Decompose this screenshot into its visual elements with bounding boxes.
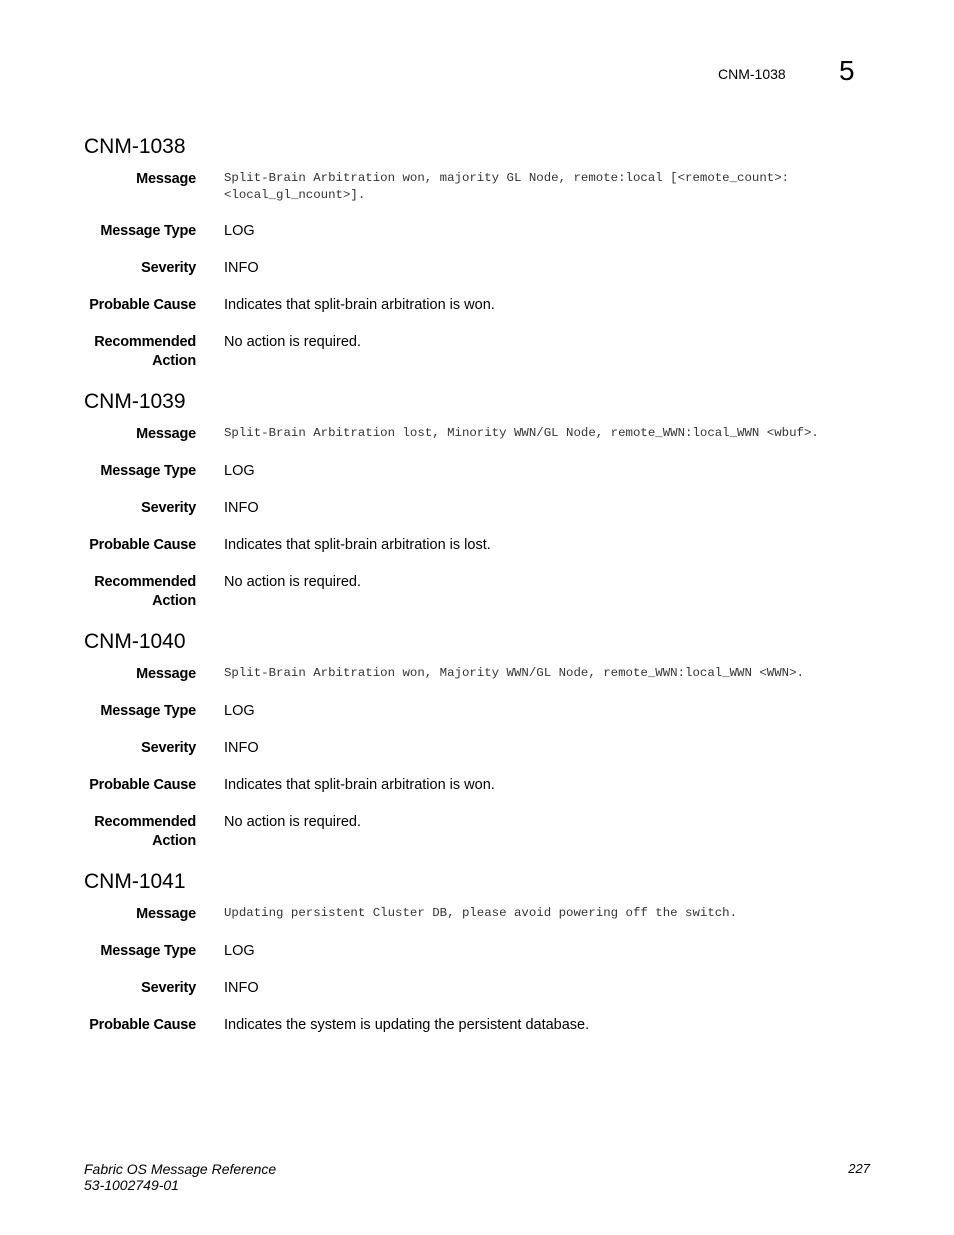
field-row — [0, 665, 954, 684]
field-label: Severity — [141, 740, 196, 756]
field-label: Probable Cause — [89, 1017, 196, 1033]
field-value: No action is required. — [224, 574, 362, 590]
field-value: Indicates that split-brain arbitration is won. — [224, 297, 495, 313]
field-label: Recommended Action — [94, 574, 196, 609]
message-section — [0, 629, 954, 851]
field-label: Message Type — [100, 463, 196, 479]
section-title: CNM-1040 — [84, 630, 186, 653]
field-row — [0, 333, 954, 371]
field-value: No action is required. — [224, 334, 362, 350]
field-row — [0, 776, 954, 795]
message-text: Updating persistent Cluster DB, please avoid powering off the switch. — [224, 906, 738, 920]
field-label: Recommended Action — [94, 334, 196, 369]
footer-doc-title: Fabric OS Message Reference — [84, 1161, 277, 1177]
field-value: LOG — [224, 703, 255, 719]
field-row — [0, 573, 954, 611]
field-row — [0, 536, 954, 555]
field-label: Message — [136, 426, 196, 442]
field-label: Probable Cause — [89, 297, 196, 313]
section-title: CNM-1038 — [84, 135, 186, 158]
footer-doc-number: 53-1002749-01 — [84, 1177, 179, 1193]
field-label: Message — [136, 666, 196, 682]
field-label: Probable Cause — [89, 537, 196, 553]
field-row — [0, 1016, 954, 1035]
field-value: INFO — [224, 260, 259, 276]
field-label: Message Type — [100, 223, 196, 239]
field-label: Severity — [141, 260, 196, 276]
field-value: LOG — [224, 223, 255, 239]
field-value: INFO — [224, 980, 259, 996]
field-value: Indicates that split-brain arbitration is lost. — [224, 537, 491, 553]
field-value: Indicates that split-brain arbitration is won. — [224, 777, 495, 793]
message-text: Split-Brain Arbitration won, Majority WWN/GL Node, remote_WWN:local_WWN <WWN>. — [224, 666, 804, 680]
field-row — [0, 222, 954, 241]
field-label: Severity — [141, 980, 196, 996]
field-label: Probable Cause — [89, 777, 196, 793]
field-label: Severity — [141, 500, 196, 516]
field-row — [0, 296, 954, 315]
message-section — [0, 869, 954, 1035]
field-value: LOG — [224, 943, 255, 959]
field-label: Recommended Action — [94, 814, 196, 849]
field-row — [0, 739, 954, 758]
field-label: Message — [136, 906, 196, 922]
field-value: Indicates the system is updating the persistent database. — [224, 1017, 590, 1033]
field-row — [0, 499, 954, 518]
chapter-number: 5 — [839, 55, 855, 86]
field-value: No action is required. — [224, 814, 362, 830]
message-sections — [0, 134, 954, 1053]
field-row — [0, 813, 954, 851]
field-label: Message Type — [100, 943, 196, 959]
field-row — [0, 942, 954, 961]
message-section — [0, 134, 954, 371]
field-row — [0, 259, 954, 278]
message-text: Split-Brain Arbitration lost, Minority WWN/GL Node, remote_WWN:local_WWN <wbuf>. — [224, 426, 819, 440]
header-message-ref: CNM-1038 — [718, 66, 786, 82]
page-number: 227 — [848, 1161, 870, 1176]
field-row — [0, 170, 954, 204]
section-title: CNM-1039 — [84, 390, 186, 413]
field-value: LOG — [224, 463, 255, 479]
field-row — [0, 905, 954, 924]
field-row — [0, 979, 954, 998]
field-label: Message — [136, 171, 196, 187]
message-text: Split-Brain Arbitration won, majority GL Node, remote:local [<remote_count>:<local_gl_ncount>]. — [224, 171, 790, 202]
message-section — [0, 389, 954, 611]
section-title: CNM-1041 — [84, 870, 186, 893]
field-value: INFO — [224, 500, 259, 516]
field-row — [0, 462, 954, 481]
field-label: Message Type — [100, 703, 196, 719]
field-value: INFO — [224, 740, 259, 756]
field-row — [0, 702, 954, 721]
field-row — [0, 425, 954, 444]
